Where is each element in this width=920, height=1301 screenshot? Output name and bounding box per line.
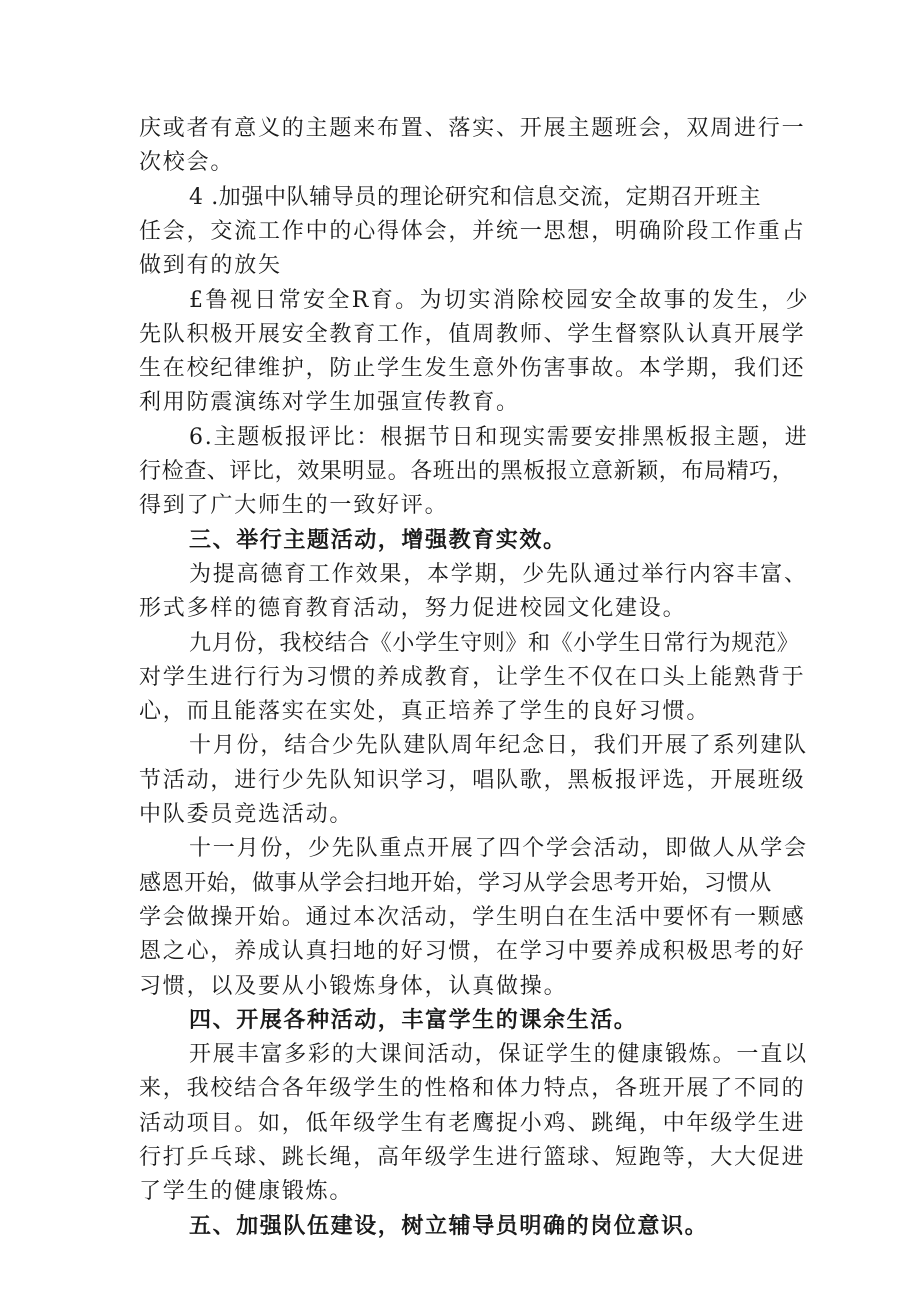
paragraph-line: 得到了广大师生的一致好评。 [139, 493, 449, 519]
paragraph-line: 4 .加强中队辅导员的理论研究和信息交流，定期召开班主 [189, 184, 762, 210]
paragraph-line: 次校会。 [139, 150, 235, 176]
paragraph-line: 十一月份，少先队重点开展了四个学会活动，即做人从学会 [189, 836, 808, 862]
paragraph-line: 中队委员竞选活动。 [139, 802, 354, 827]
paragraph-line: 6.主题板报评比：根据节日和现实需要安排黑板报主题，进 [189, 424, 809, 450]
paragraph-line: 生在校纪律维护，防止学生发生意外伤害事故。本学期，我们还 [139, 356, 806, 382]
paragraph-line: 对学生进行行为习惯的养成教育，让学生不仅在口头上能熟背于 [139, 664, 806, 690]
paragraph-line: 节活动，进行少先队知识学习，唱队歌，黑板报评选，开展班级 [139, 767, 806, 793]
paragraph-line: 活动项目。如，低年级学生有老鹰捉小鸡、跳绳，中年级学生进 [139, 1110, 806, 1136]
paragraph-line: 学会做操开始。通过本次活动，学生明白在生活中要怀有一颗感 [139, 904, 806, 930]
paragraph-line: 了学生的健康锻炼。 [139, 1179, 354, 1205]
paragraph-line: 十月份，结合少先队建队周年纪念日，我们开展了系列建队 [189, 733, 808, 759]
paragraph-line: 做到有的放矢 [139, 253, 282, 279]
paragraph-line: 开展丰富多彩的大课间活动，保证学生的健康锻炼。一直以 [189, 1042, 808, 1068]
paragraph-line: 利用防震演练对学生加强宣传教育。 [139, 390, 520, 416]
paragraph-line: 习惯，以及要从小锻炼身体，认真做操。 [139, 973, 568, 999]
section-heading: 五、加强队伍建设，树立辅导员明确的岗位意识。 [189, 1213, 709, 1239]
paragraph-line: 任会，交流工作中的心得体会，并统一思想，明确阶段工作重占 [139, 218, 806, 244]
section-heading: 四、开展各种活动，丰富学生的课余生活。 [189, 1007, 638, 1033]
paragraph-line: £鲁视日常安全R育。为切实消除校园安全故事的发生，少 [189, 287, 810, 313]
section-heading: 三、举行主题活动，增强教育实效。 [189, 527, 567, 553]
paragraph-line: 心，而且能落实在实处，真正培养了学生的良好习惯。 [139, 699, 711, 725]
paragraph-line: 形式多样的德育教育活动，努力促进校园文化建设。 [139, 596, 687, 622]
paragraph-line: 感恩开始，做事从学会扫地开始，学习从学会思考开始，习惯从 [139, 870, 772, 896]
paragraph-line: 行打乒乓球、跳长绳，高年级学生进行篮球、短跑等，大大促进 [139, 1145, 806, 1170]
paragraph-line: 先队积极开展安全教育工作，值周教师、学生督察队认真开展学 [139, 321, 806, 347]
paragraph-line: 恩之心，养成认真扫地的好习惯，在学习中要养成积极思考的好 [139, 939, 806, 965]
paragraph-line: 行检查、评比，效果明显。各班出的黑板报立意新颖，布局精巧， [139, 459, 795, 484]
paragraph-line: 为提高德育工作效果，本学期，少先队通过举行内容丰富、 [189, 561, 808, 587]
paragraph-line: 庆或者有意义的主题来布置、落实、开展主题班会，双周进行一 [139, 116, 806, 141]
paragraph-line: 九月份，我校结合《小学生守则》和《小学生日常行为规范》 [189, 630, 800, 656]
paragraph-line: 来，我校结合各年级学生的性格和体力特点，各班开展了不同的 [139, 1076, 806, 1102]
